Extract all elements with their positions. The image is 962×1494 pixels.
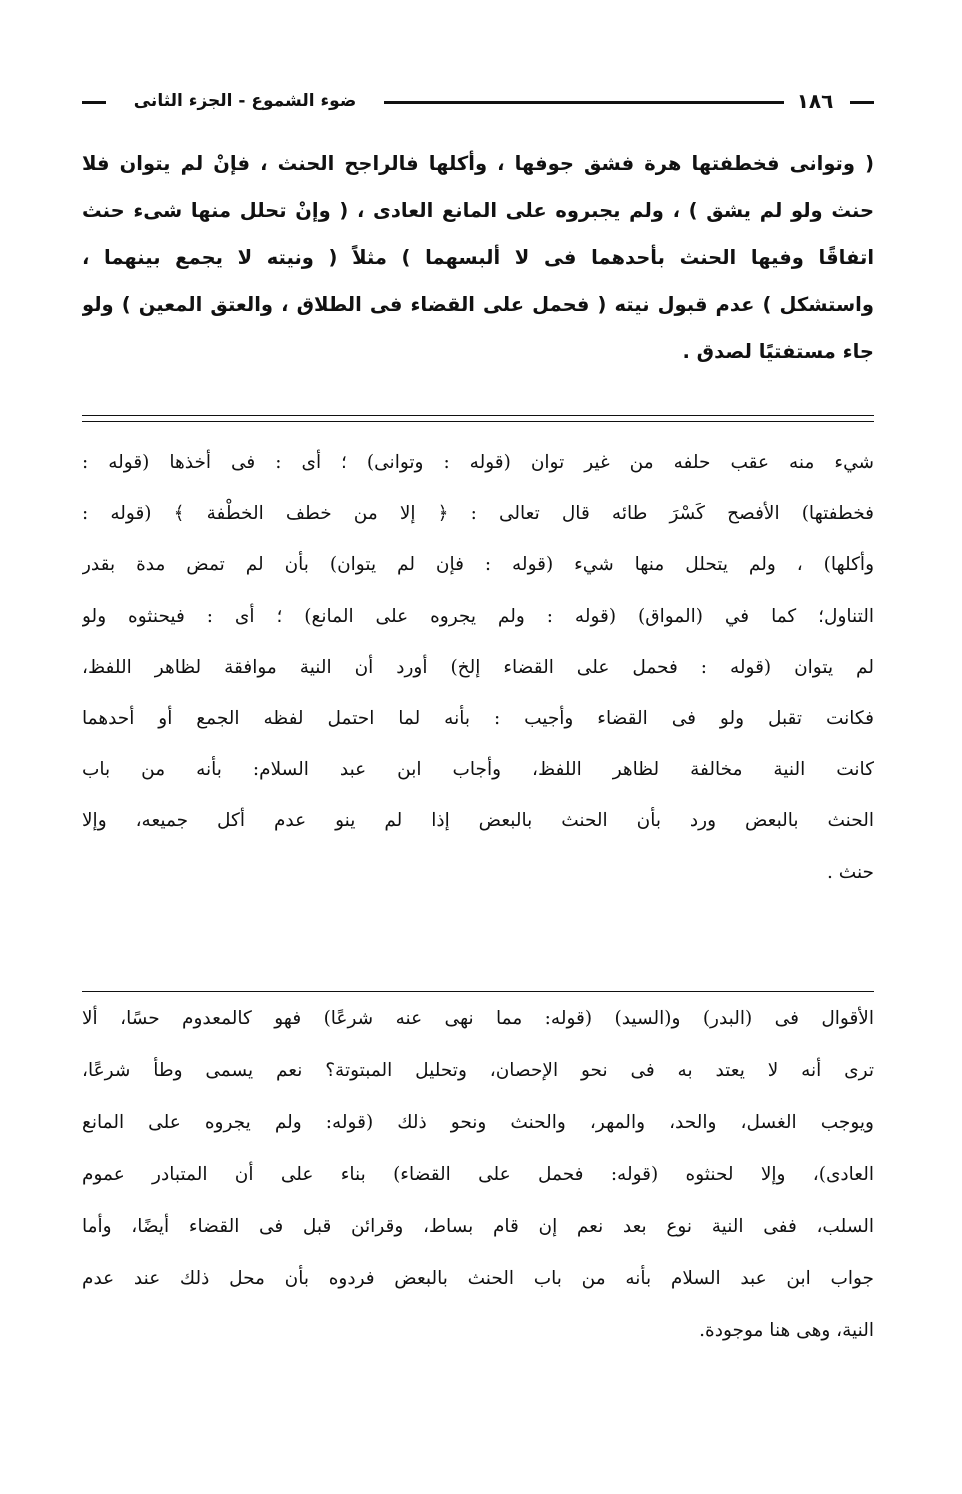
header-rule xyxy=(384,101,784,104)
main-text-line: حنث ولو لم يشق ) ، ولم يجبروه على المانع العادى ، ( وإنْ تحلل منها شىء حنث xyxy=(82,199,874,222)
commentary-line: التناول؛ كما في (المواق) (قوله : ولم يجروه على المانع) ؛ أى : فيحنثوه ولو xyxy=(82,605,874,627)
main-text-line: جاء مستفتيًا لصدق . xyxy=(682,340,874,363)
commentary-line: حنث . xyxy=(827,861,874,883)
commentary-text xyxy=(82,437,874,898)
header-rule xyxy=(82,101,106,104)
main-text-line: واستشكل ) عدم قبول نيته ( فحمل على القضاء فى الطلاق ، والعتق المعين ) ولو xyxy=(82,293,874,316)
commentary-line: وأكلها) ، ولم يتحلل منها شيء (قوله : فإن لم يتوان) بأن لم تمض مدة بقدر xyxy=(82,554,874,576)
gloss-line: السلب، ففى النية نوع بعد نعم إن قام بساط، وقرائن قبل فى القضاء أيضًا، وأما xyxy=(82,1216,874,1237)
header-rule xyxy=(850,101,874,104)
gloss-line: النية، وهى هنا موجودة. xyxy=(699,1320,874,1341)
book-title: ضوء الشموع - الجزء الثانى xyxy=(133,91,357,111)
running-header xyxy=(82,86,874,116)
gloss-line: جواب ابن عبد السلام بأنه من باب الحنث بالبعض فردوه بأن محل ذلك عند عدم xyxy=(82,1268,874,1289)
gloss-line: ويوجب الغسل، والحد، والمهر، والحنث ونحو ذلك (قوله: ولم يجروه على المانع xyxy=(82,1112,874,1133)
gloss-line: الأقوال فى (البدر) و(السيد) (قوله: مما نهى عنه شرعًا) فهو كالمعدوم حسًا، ألا xyxy=(82,1008,874,1029)
gloss-divider xyxy=(82,991,874,992)
gloss-line: العادى)، وإلا لحنثوه (قوله: فحمل على القضاء) بناء على أن المتبادر عموم xyxy=(82,1164,874,1185)
commentary-line: فخطفتها) الأفصح كَسْرَ طائه قال تعالى : ﴿ إلا من خطف الخطْفة ﴾ (قوله : xyxy=(82,503,874,525)
main-text xyxy=(82,140,874,375)
page-number: ١٨٦ xyxy=(786,86,844,116)
section-divider xyxy=(82,415,874,422)
gloss-text xyxy=(82,993,874,1357)
main-text-line: ( وتوانى فخطفتها هرة فشق جوفها ، وأكلها فالراجح الحنث ، فإنْ لم يتوان فلا xyxy=(82,152,874,175)
commentary-line: شيء منه عقب حلفه من غير توان (قوله : وتوانى) ؛ أى : فى أخذها (قوله : xyxy=(82,452,874,473)
commentary-line: فكانت تقبل ولو فى القضاء وأجيب : بأنه لما احتمل لفظه الجمع أو أحدهما xyxy=(82,707,874,729)
commentary-line: لم يتوان (قوله : فحمل على القضاء إلخ) أورد أن النية موافقة لظاهر اللفظ، xyxy=(82,656,874,678)
commentary-line: كانت النية مخالفة لظاهر اللفظ، وأجاب ابن عبد السلام: بأنه من باب xyxy=(82,759,874,781)
gloss-line: ترى أنه لا يعتد به فى نحو الإحصان، وتحليل المبتوتة؟ نعم يسمى وطأ شرعًا، xyxy=(82,1060,874,1081)
main-text-line: اتفاقًا وفيها الحنث بأحدهما فى لا ألبسهما ) مثلاً ( ونيته لا يجمع بينهما ، xyxy=(82,246,874,269)
commentary-line: الحنث بالبعض ورد بأن الحنث بالبعض إذا لم ينو عدم أكل جميعه، وإلا xyxy=(82,810,874,832)
